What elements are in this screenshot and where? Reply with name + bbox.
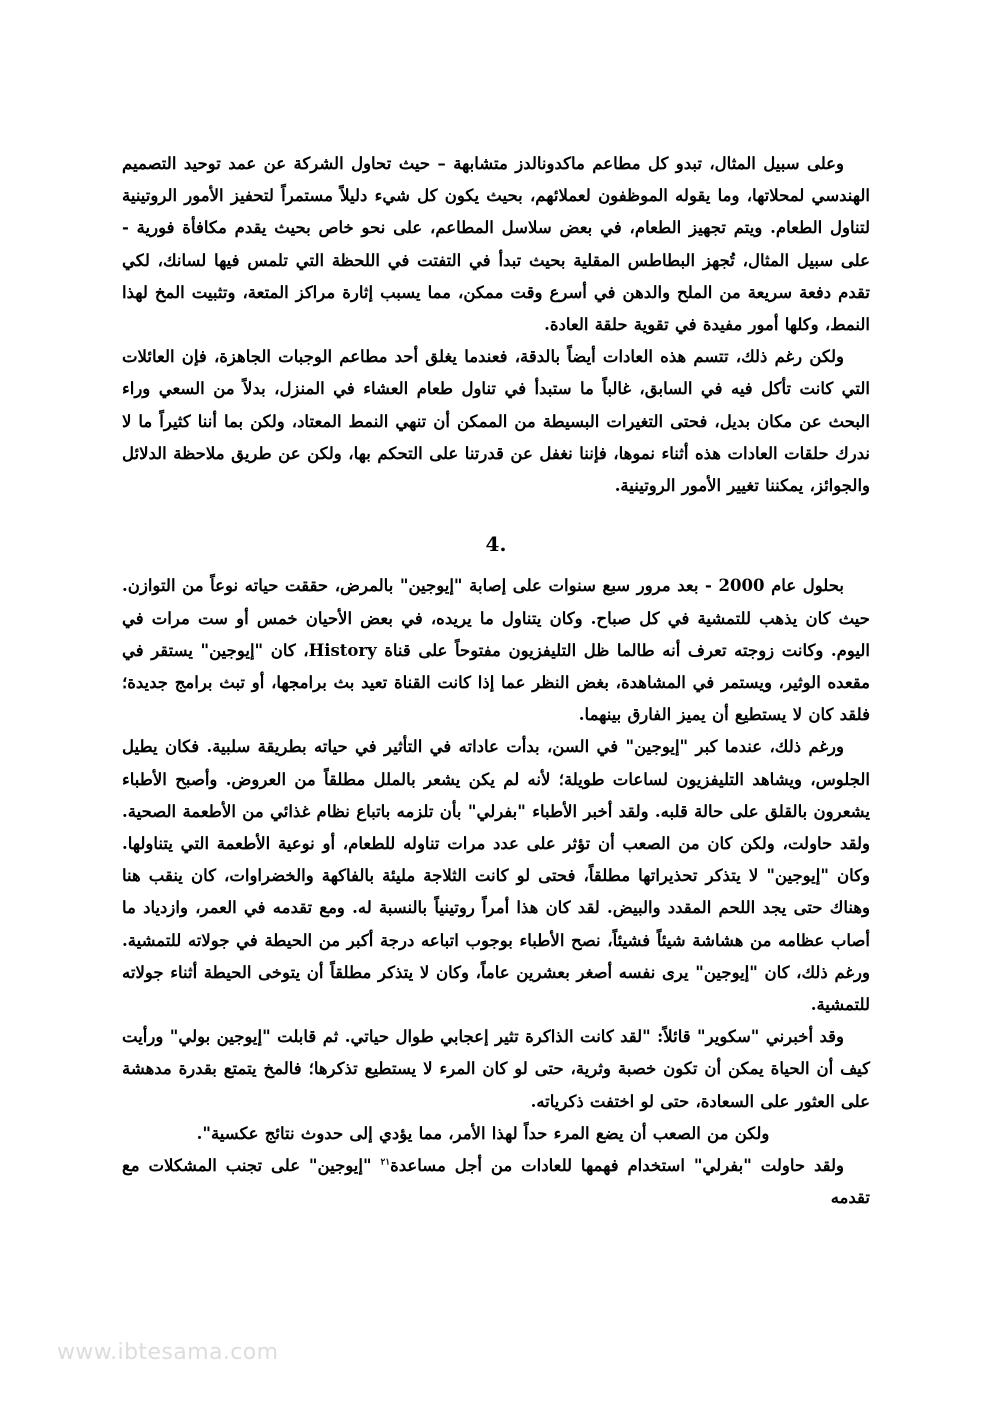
section-heading-4: 4. xyxy=(485,532,507,557)
heading-spacer-below xyxy=(122,560,870,570)
paragraph-7-segment-1: ولقد حاولت "بفرلي" استخدام فهمها للعادات من أجل مساعدة xyxy=(390,1156,844,1176)
paragraph-6: ولكن من الصعب أن يضع المرء حداً لهذا الأمر، مما يؤدي إلى حدوث نتائج عكسية". xyxy=(196,1123,770,1143)
channel-name-history: History xyxy=(308,640,377,660)
heading-spacer-above xyxy=(122,502,870,528)
paragraph-7-segment-3: "إيوجين" على تجنب المشكلات مع تقدمه xyxy=(122,1156,870,1208)
paragraph-4: ورغم ذلك، عندما كبر "إيوجين" في السن، بدأت عاداته في التأثير في حياته بطريقة سلبية. فكان يطيل الجلوس، ويشاهد التليفزيون لساعات طويلة؛ لأنه لم يكن يشعر بالملل مطلقاً من العروض. وأصبح الأطباء يشعرون بالقلق على حالة قلبه. ولقد أخبر الأطباء "بفرلي" بأن تلزمه باتباع نظام غذائي من الأطعمة الصحية. ولقد حاولت، ولكن كان من الصعب أن تؤثر على عدد مرات تناوله للطعام، أو نوعية الأطعمة التي يتناولها. وكان "إيوجين" لا يتذكر تحذيراتها مطلقاً، فحتى لو كانت الثلاجة مليئة بالفاكهة والخضراوات، كان ينقب هنا وهناك حتى يجد اللحم المقدد والبيض. لقد كان هذا أمراً روتينياً بالنسبة له. ومع تقدمه في العمر، وازدياد ما أصاب عظامه من هشاشة شيئاً فشيئاً، نصح الأطباء بوجوب اتباعه درجة أكبر من الحيطة في جولاته للتمشية. ورغم ذلك، كان "إيوجين" يرى نفسه أصغر بعشرين عاماً، وكان لا يتذكر مطلقاً أن يتوخى الحيطة أثناء جولاته للتمشية. xyxy=(122,737,870,1015)
site-watermark: www.ibtesama.com xyxy=(57,1340,279,1365)
paragraph-3-segment-3: ، كان "إيوجين" يستقر في مقعده الوثير، ويستمر في المشاهدة، بغض النظر عما إذا كانت القناة تعيد بث برامجها، أو تبث برامج جديدة؛ فلقد كان لا يستطيع أن يميز الفارق بينهما. xyxy=(122,640,870,725)
paragraph-3-segment-1: بحلول عام 2000 - بعد مرور سبع سنوات على إصابة "إيوجين" بالمرض، حققت حياته نوعاً من التوازن. حيث كان يذهب للتمشية في كل صباح. وكان يتناول ما يريده، في بعض الأحيان خمس أو ست مرات في اليوم. وكانت زوجته تعرف أنه طالما ظل التليفزيون مفتوحاً على قناة xyxy=(122,576,870,660)
paragraph-3 xyxy=(122,570,870,731)
paragraph-5: وقد أخبرني "سكوير" قائلاً: "لقد كانت الذاكرة تثير إعجابي طوال حياتي. ثم قابلت "إيوجين بولي" ورأيت كيف أن الحياة يمكن أن تكون خصبة وثرية، حتى لو كان المرء لا يستطيع تذكرها؛ فالمخ يتمتع بقدرة مدهشة على العثور على السعادة، حتى لو اختفت ذكرياته. xyxy=(122,1027,870,1111)
paragraph-1: وعلى سبيل المثال، تبدو كل مطاعم ماكدونالدز متشابهة – حيث تحاول الشركة عن عمد توحيد التصميم الهندسي لمحلاتها، وما يقوله الموظفون لعملائهم، بحيث يكون كل شيء دليلاً مستمراً لتحفيز الأمور الروتينية لتناول الطعام. ويتم تجهيز الطعام، في بعض سلاسل المطاعم، على نحو خاص بحيث يقدم مكافأة فورية - على سبيل المثال، تُجهز البطاطس المقلية بحيث تبدأ في التفتت في اللحظة التي تلمس فيها لسانك، لكي تقدم دفعة سريعة من الملح والدهن في أسرع وقت ممكن، مما يسبب إثارة مراكز المتعة، وتثبيت المخ لهذا النمط، وكلها أمور مفيدة في تقوية حلقة العادة. xyxy=(122,154,870,335)
paragraph-2: ولكن رغم ذلك، تتسم هذه العادات أيضاً بالدقة، فعندما يغلق أحد مطاعم الوجبات الجاهزة، فإن العائلات التي كانت تأكل فيه في السابق، غالباً ما ستبدأ في تناول طعام العشاء في المنزل، بدلاً من السعي وراء البحث عن مكان بديل، فحتى التغيرات البسيطة من الممكن أن تنهي النمط المعتاد، ولكن بما أننا كثيراً ما لا ندرك حلقات العادات هذه أثناء نموها، فإننا نغفل عن قدرتنا على التحكم بها، ولكن عن طريق ملاحظة الدلائل والجوائز، يمكننا تغيير الأمور الروتينية. xyxy=(122,347,870,496)
paragraph-7 xyxy=(122,1150,870,1214)
page-text-block xyxy=(122,148,870,1215)
footnote-reference-marker: ٢١ xyxy=(380,1157,391,1168)
